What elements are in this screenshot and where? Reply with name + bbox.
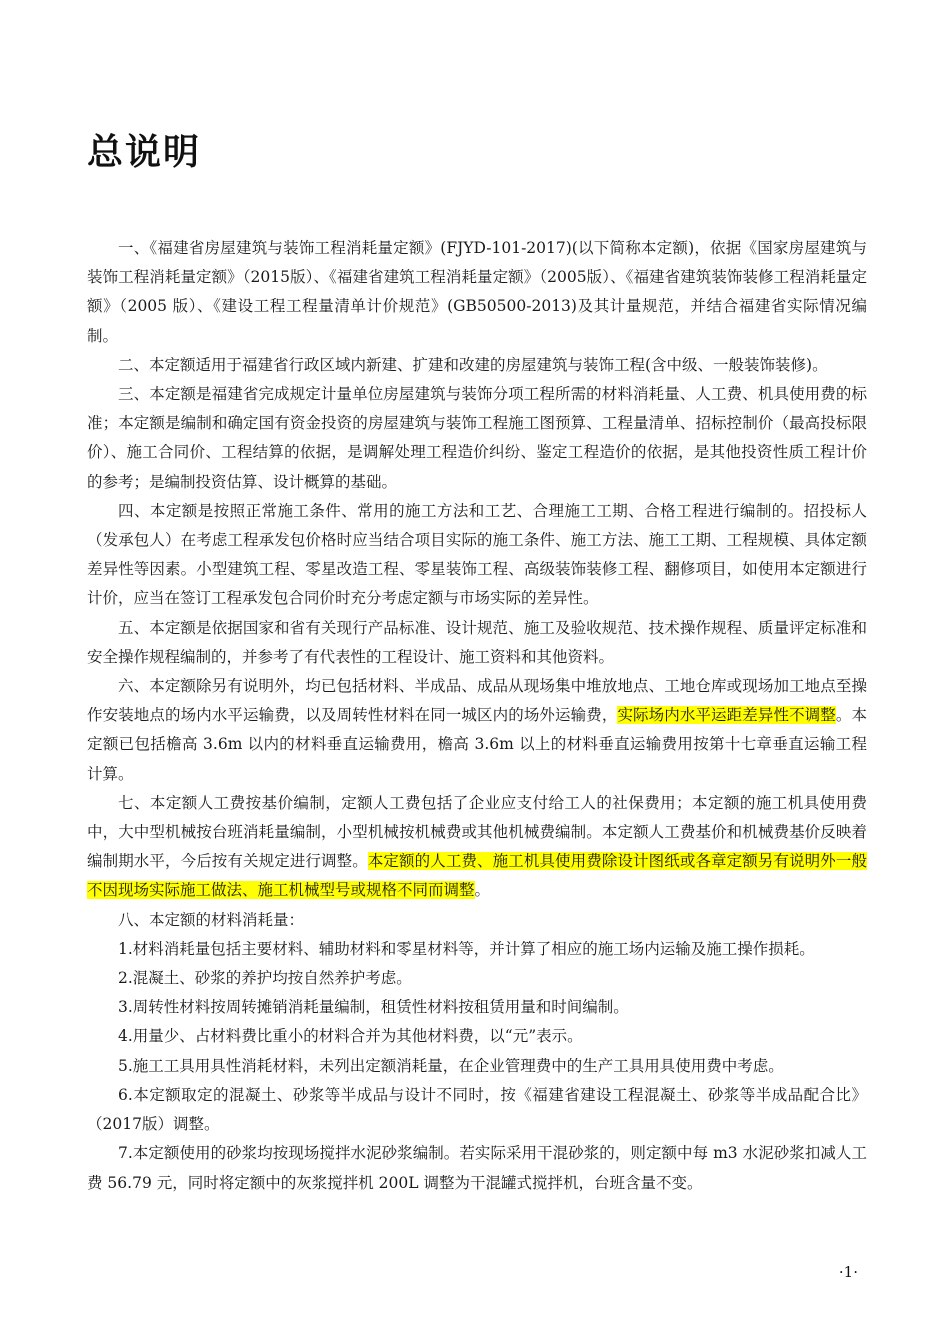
paragraph-text: 3.周转性材料按周转摊销消耗量编制，租赁性材料按租赁用量和时间编制。 — [118, 998, 629, 1017]
paragraph-text: 7.本定额使用的砂浆均按现场搅拌水泥砂浆编制。若实际采用干混砂浆的，则定额中每 m3 水泥砂浆扣减人工费 56.79 元，同时将定额中的灰浆搅拌机 200L 调整为干混罐式搅拌机，台班含量不变。 — [87, 1144, 867, 1192]
paragraph — [87, 1022, 867, 1051]
paragraph-text: 4.用量少、占材料费比重小的材料合并为其他材料费，以“元”表示。 — [118, 1027, 583, 1046]
paragraph-text: 五、本定额是依据国家和省有关现行产品标准、设计规范、施工及验收规范、技术操作规程、质量评定标准和安全操作规程编制的，并参考了有代表性的工程设计、施工资料和其他资料。 — [87, 618, 867, 666]
document-body — [87, 234, 867, 1198]
page-number: ·1· — [838, 1263, 858, 1281]
paragraph-text: 八、本定额的材料消耗量： — [118, 910, 305, 929]
paragraph-text: 四、本定额是按照正常施工条件、常用的施工方法和工艺、合理施工工期、合格工程进行编制的。招投标人（发承包人）在考虑工程承发包价格时应当结合项目实际的施工条件、施工方法、施工工期、工程规模、具体定额差异性等因素。小型建筑工程、零星改造工程、零星装饰工程、高级装饰装修工程、翻修项目，如使用本定额进行计价，应当在签订工程承发包合同价时充分考虑定额与市场实际的差异性。 — [87, 501, 867, 608]
paragraph — [87, 935, 867, 964]
paragraph — [87, 993, 867, 1022]
paragraph — [87, 906, 867, 935]
paragraph-text: 。 — [474, 881, 491, 900]
paragraph-text: 5.施工工具用具性消耗材料，未列出定额消耗量，在企业管理费中的生产工具用具使用费中考虑。 — [118, 1056, 784, 1075]
paragraph — [87, 351, 867, 380]
paragraph-text: 七、本定额人工费按基价编制，定额人工费包括了企业应支付给工人的社保费用；本定额的施工机具使用费中，大中型机械按台班消耗量编制，小型机械按机械费或其他机械费编制。本定额人工费基价和机械费基价反映着编制期水平，今后按有关规定进行调整。 — [87, 793, 867, 871]
paragraph-text: 二、本定额适用于福建省行政区域内新建、扩建和改建的房屋建筑与装饰工程(含中级、一般装饰装修)。 — [118, 355, 828, 374]
paragraph-text: 六、本定额除另有说明外，均已包括材料、半成品、成品从现场集中堆放地点、工地仓库或现场加工地点至操作安装地点的场内水平运输费，以及周转性材料在同一城区内的场外运输费， — [87, 677, 867, 725]
paragraph-text: 三、本定额是福建省完成规定计量单位房屋建筑与装饰分项工程所需的材料消耗量、人工费、机具使用费的标准；本定额是编制和确定国有资金投资的房屋建筑与装饰工程施工图预算、工程量清单、招标控制价（最高投标限价）、施工合同价、工程结算的依据，是调解处理工程造价纠纷、鉴定工程造价的依据，是其他投资性质工程计价的参考；是编制投资估算、设计概算的基础。 — [87, 385, 867, 491]
page-title: 总说明 — [87, 132, 202, 173]
paragraph-text: 。本定额已包括檐高 3.6m 以内的材料垂直运输费用，檐高 3.6m 以上的材料垂直运输费用按第十七章垂直运输工程计算。 — [87, 706, 867, 783]
highlighted-text: 本定额的人工费、施工机具使用费除设计图纸或各章定额另有说明外一般不因现场实际施工做法、施工机械型号或规格不同而调整 — [87, 852, 867, 900]
paragraph-text: 2.混凝土、砂浆的养护均按自然养护考虑。 — [118, 969, 412, 988]
paragraph-text: 一、《福建省房屋建筑与装饰工程消耗量定额》(FJYD-101-2017)(以下简称本定额)，依据《国家房屋建筑与装饰工程消耗量定额》（2015版）、《福建省建筑工程消耗量定额》（2005版）、《福建省建筑装饰装修工程消耗量定额》（2005 版）、《建设工程工程量清单计价规范》(GB50500-2013)及其计量规范，并结合福建省实际情况编制。 — [87, 239, 867, 345]
highlighted-text: 实际场内水平运距差异性不调整 — [617, 706, 836, 725]
paragraph-text: 1.材料消耗量包括主要材料、辅助材料和零星材料等，并计算了相应的施工场内运输及施工操作损耗。 — [118, 939, 815, 958]
paragraph — [87, 380, 867, 497]
paragraph — [87, 614, 867, 672]
paragraph — [87, 964, 867, 993]
paragraph-text: 6.本定额取定的混凝土、砂浆等半成品与设计不同时，按《福建省建设工程混凝土、砂浆等半成品配合比》（2017版）调整。 — [87, 1085, 867, 1134]
paragraph — [87, 1139, 867, 1197]
paragraph — [87, 1081, 867, 1139]
paragraph — [87, 497, 867, 614]
paragraph — [87, 234, 867, 351]
paragraph — [87, 1052, 867, 1081]
paragraph — [87, 672, 867, 789]
paragraph — [87, 789, 867, 906]
